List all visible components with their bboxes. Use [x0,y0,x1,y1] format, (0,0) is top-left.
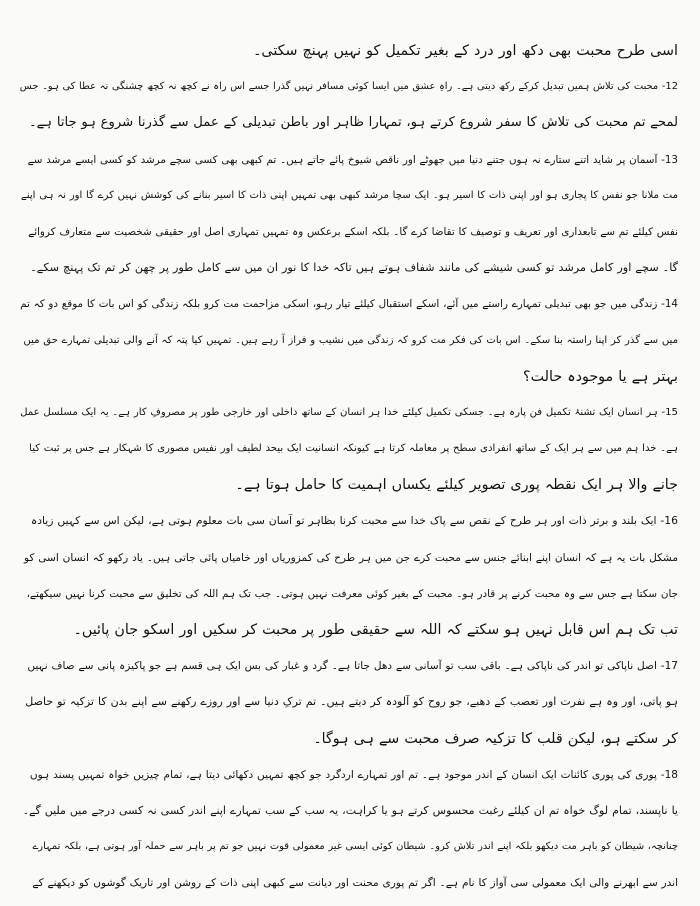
text-line: جان سکتا ہے جس سے وہ محبت کرنے پر قادر ہو۔ محبت کے بغیر کوئی معرفت نہیں ہوتی۔ جب تک ہم اللہ کی تخلیق سے محبت کرنا نہیں سیکھتے، [26,587,678,600]
text-line: لمحے تم محبت کی تلاش کا سفر شروع کرتے ہو، تمہارا ظاہر اور باطن تبدیلی کے عمل سے گذرنا شروع ہو جاتا ہے۔ [28,115,678,131]
text-line: بہتر ہے یا موجودہ حالت؟ [522,368,678,385]
text-line: تب تک ہم اس قابل نہیں ہو سکتے کہ اللہ سے حقیقی طور پر محبت کر سکیں اور اسکو جان پائیں۔ [73,622,678,638]
paragraph-start-line: 15- ہر انسان ایک تشنۂ تکمیل فن پارہ ہے۔ جسکی تکمیل کیلئے خدا ہر انسان کے ساتھ داخلی اور خارجی طور پر مصروفِ کار ہے۔ یہ ایک مسلسل عمل [20,406,678,418]
text-line: جانے والا ہر ایک نقطہ پوری تصویر کیلئے یکساں اہمیت کا حامل ہوتا ہے۔ [235,477,678,494]
paragraph-start-line: 16- ایک بلند و برتر ذات اور ہر طرح کے نقص سے پاک خدا سے محبت کرنا بظاہر تو آسان سی بات معلوم ہوتی ہے، لیکن اس سے کہیں زیادہ [30,514,678,528]
text-line: میں سے گذر کر اپنا راستہ بنا سکے۔ اس بات کی فکر مت کرو کہ زندگی میں نشیب و فراز آ رہے ہیں۔ تمہیں کیا پتہ کہ آنے والی تبدیلی تمہارے حق میں [23,334,678,346]
paragraph-start-line: 14- زندگی میں جو بھی تبدیلی تمہارے راستے میں آئے، اسکے استقبال کیلئے تیار رہو، اسکی مزاحمت مت کرو بلکہ زندگی کو اس بات کا موقع دو کہ تم [20,298,678,311]
text-line: اسی طرح محبت بھی دکھ اور درد کے بغیر تکمیل کو نہیں پہنچ سکتی۔ [253,43,678,59]
text-line: یا ناپسند، تمام لوگ خواہ تم ان کیلئے رغبت محسوس کرتے ہو یا کراہت، یہ سب کے سب تمہارے اپنے اندر کسی نہ کسی درجے میں ملیں گے۔ [22,803,678,817]
paragraph-start-line: 13- آسمان پر شاید اتنے ستارے نہ ہوں جتنے دنیا میں جھوٹے اور ناقص شیوخ پائے جاتے ہیں۔ تم کبھی بھی کسی سچے مرشد کو کسی ایسے مرشد سے [27,153,678,166]
paragraph-start-line: 17- اصل ناپاکی تو اندر کی ناپاکی ہے۔ باقی سب تو آسانی سے دھل جاتا ہے۔ گرد و غبار کی بس ایک ہی قسم ہے جو پاکیزہ پانی سے صاف نہیں [27,660,678,673]
text-line: کر سکتے ہو، لیکن قلب کا تزکیہ صرف محبت سے ہی ہوگا۔ [313,730,678,747]
text-line: ہو پاتی، اور وہ ہے نفرت اور تعصب کے دھبے، جو روح کو آلودہ کر دیتے ہیں۔ تم ترکِ دنیا سے اور روزے رکھنے سے اپنے بدن کا تزکیہ تو حاصل [25,695,678,709]
text-line: اندر سے ابھرنے والی ایک معمولی سی آواز کا نام ہے۔ اگر تم پوری محنت اور دیانت سے کبھی اپنی ذات کے روشن اور تاریک گوشوں کو دیکھنے کے [32,877,678,890]
paragraph-start-line: 12- محبت کی تلاش ہمیں تبدیل کرکے رکھ دیتی ہے۔ راہِ عشق میں ایسا کوئی مسافر نہیں گذرا جسے اس راہ نے کچھ نہ کچھ چشنگی نہ عطا کی ہو۔ جس [19,81,678,93]
text-line: نفس کیلئے تم سے تابعداری اور تعریف و توصیف کا تقاضا کرے گا۔ بلکہ اسکے برعکس وہ تمہیں تمہاری اصل اور حقیقی شخصیت سے متعارف کروائے [28,225,678,238]
text-line: گا۔ سچے اور کامل مرشد تو کسی شیشے کی مانند شفاف ہوتے ہیں تاکہ خدا کا نور ان میں سے کامل طور پر چھن کر تم تک پہنچ سکے۔ [30,261,678,275]
text-line: مت ملانا جو نفس کا پجاری ہو اور اپنی ذات کا اسیر ہو۔ ایک سچا مرشد کبھی بھی تمہیں اپنی ذات کا اسیر بنانے کی کوشش نہیں کرے گا اور نہ ہی اپنے [20,189,678,201]
text-line: چنانچہ، شیطان کو باہر مت دیکھو بلکہ اپنے اندر تلاش کرو۔ شیطان کوئی ایسی غیر معمولی قوت نہیں جو تم پر باہر سے حملہ آور ہوتی ہے، بلکہ تمہارے [32,841,678,853]
text-line: ہے۔ خدا ہم میں سے ہر ایک کے ساتھ انفرادی سطح پر معاملہ کرتا ہے کیونکہ انسانیت ایک بیحد لطیف اور نفیس مصوری کا شہکار ہے جس پر ثبت کیا [29,443,678,455]
document-text-body [20,33,678,902]
text-line: مشکل بات یہ ہے کہ انسان اپنے ابنائے جنس سے محبت کرے جن میں ہر طرح کی کمزوریاں اور خامیاں پائی جاتی ہیں۔ یاد رکھو کہ انسان اسی کو [23,551,678,564]
paragraph-start-line: 18- پوری کی پوری کائنات ایک انسان کے اندر موجود ہے۔ تم اور تمہارے اردگرد جو کچھ تمہیں دکھائی دیتا ہے، تمام چیزیں خواہ تمہیں پسند ہوں [29,768,678,781]
